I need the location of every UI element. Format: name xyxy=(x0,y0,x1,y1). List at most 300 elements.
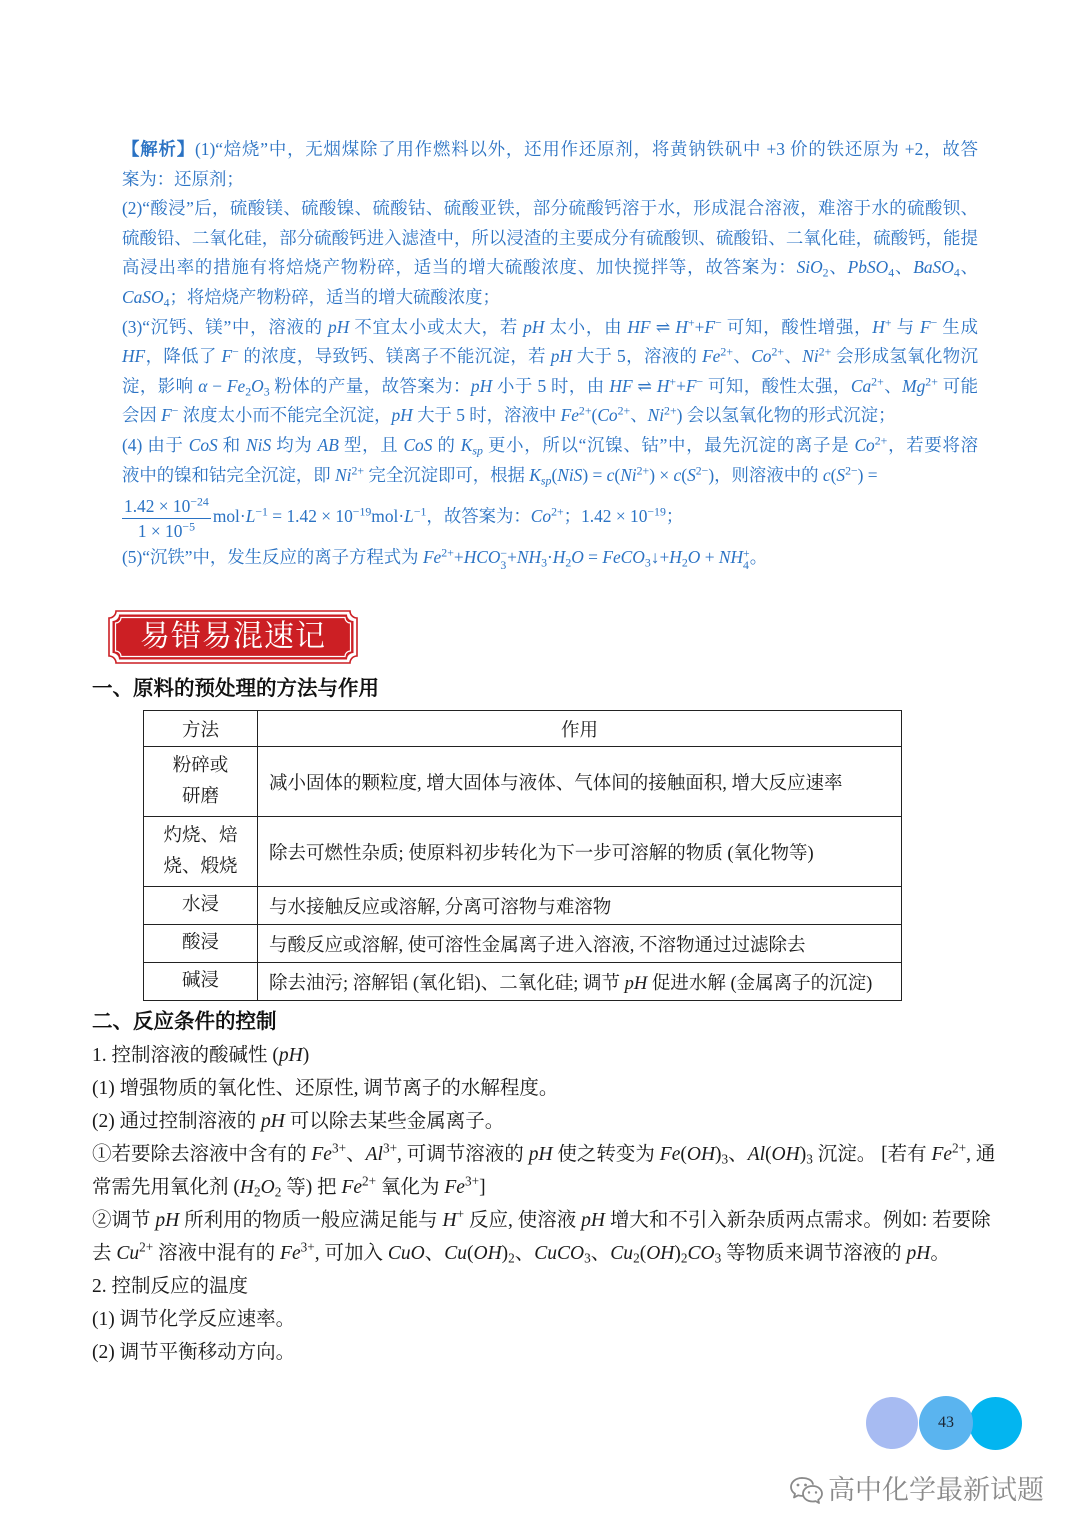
math-italic: L xyxy=(245,506,256,527)
effect-cell xyxy=(258,817,902,887)
math-italic: Co xyxy=(854,434,875,455)
text-run: = xyxy=(583,547,603,568)
method-text: 粉碎或 xyxy=(172,755,229,776)
text-run: 2. 控制反应的温度 xyxy=(92,1275,249,1297)
subscript: 3 xyxy=(644,555,651,570)
text-run: 大于 5，溶液的 xyxy=(571,346,703,367)
math-italic: H xyxy=(669,547,682,568)
subscript: 2 xyxy=(681,555,688,570)
text-run: ( xyxy=(830,464,837,485)
conditions-section xyxy=(92,1039,996,1369)
math-italic: Cu xyxy=(444,1242,467,1264)
math-italic: PbSO xyxy=(847,257,889,278)
text-run: ①若要除去溶液中含有的 xyxy=(92,1143,312,1165)
text-run: 反应, 使溶液 xyxy=(464,1209,582,1231)
effect-cell xyxy=(258,887,902,925)
text-run: 的 xyxy=(432,434,461,455)
superscript: − xyxy=(171,403,179,418)
superscript: 2+ xyxy=(441,545,454,560)
text-run: (1) 增强物质的氧化性、还原性, 调节离子的水解程度。 xyxy=(92,1077,559,1099)
superscript: − xyxy=(715,315,722,330)
text-run: − xyxy=(207,375,227,396)
text-run: 可知，酸性增强， xyxy=(721,316,873,337)
analysis-line xyxy=(122,165,978,195)
text-run: ( xyxy=(591,405,598,426)
text-run: ，若要将溶 xyxy=(887,434,978,455)
analysis-line xyxy=(122,342,978,372)
text-run: + xyxy=(453,547,464,568)
text-run: 会形成氢氧化物沉 xyxy=(831,346,978,367)
math-italic: F xyxy=(161,405,172,426)
math-italic: pH xyxy=(328,316,350,337)
conditions-line xyxy=(92,1138,996,1171)
text-run: ( xyxy=(680,1143,687,1165)
math-italic: S xyxy=(687,464,696,485)
method-text: 水浸 xyxy=(181,895,219,915)
superscript: 2+ xyxy=(664,403,677,418)
sub-superscript xyxy=(743,547,750,571)
math-italic: F xyxy=(704,316,716,337)
superscript: 2+ xyxy=(617,403,631,418)
table-row xyxy=(144,817,902,887)
conditions-line xyxy=(92,1171,990,1204)
text-run: ( xyxy=(466,1242,474,1264)
text-run: + xyxy=(694,316,705,337)
text-run: 溶液中混有的 xyxy=(153,1242,281,1264)
analysis-line xyxy=(122,224,978,254)
text-run: 完全沉淀即可，根据 xyxy=(364,464,530,485)
math-italic: c xyxy=(822,464,831,485)
subscript: 3 xyxy=(584,1250,591,1266)
math-italic: Al xyxy=(365,1143,383,1165)
math-italic: pH xyxy=(906,1242,931,1264)
math-italic: pH xyxy=(155,1209,180,1231)
superscript: 2+ xyxy=(720,344,733,359)
math-italic: NiS xyxy=(557,464,583,485)
text-run: 使之转变为 xyxy=(552,1143,660,1165)
analysis-line xyxy=(122,401,978,431)
superscript: 2+ xyxy=(578,403,592,418)
text-run: ( xyxy=(681,464,688,485)
superscript: − xyxy=(930,315,938,330)
text-run: 促进水解 (金属离子的沉淀) xyxy=(647,973,873,994)
text-run: 与 xyxy=(891,316,920,337)
superscript: 2+ xyxy=(818,344,832,359)
table-row xyxy=(144,963,902,1001)
superscript: 3+ xyxy=(331,1140,347,1156)
math-italic: Fe xyxy=(659,1143,681,1165)
text-run: 、 xyxy=(630,405,648,426)
subscript: 3 xyxy=(500,558,507,573)
text-run: , 可调节溶液的 xyxy=(397,1143,529,1165)
text-run: + xyxy=(507,547,517,568)
math-italic: HF xyxy=(122,346,146,367)
text-run: 案为：还原剂； xyxy=(122,168,244,189)
math-italic: pH xyxy=(278,1044,303,1066)
conditions-line xyxy=(92,1105,990,1138)
text-run: 均为 xyxy=(271,434,318,455)
math-italic: OH xyxy=(646,1242,675,1264)
text-run: , 通 xyxy=(966,1143,996,1165)
text-run: ) = xyxy=(582,464,607,485)
superscript: −19 xyxy=(647,504,666,519)
text-run: 、 xyxy=(728,1143,748,1165)
method-cell xyxy=(144,747,258,817)
text-run: ( xyxy=(639,1242,647,1264)
text-run: 会因 xyxy=(122,405,162,426)
subscript: 3 xyxy=(263,384,270,399)
superscript: 2+ xyxy=(636,463,650,478)
method-text: 灼烧、焙 xyxy=(163,825,238,846)
math-italic: H xyxy=(872,316,885,337)
math-italic: CoS xyxy=(403,434,433,455)
math-italic: Fe xyxy=(280,1242,301,1264)
superscript: 3+ xyxy=(300,1239,315,1255)
superscript: 2+ xyxy=(551,504,564,519)
math-italic: OH xyxy=(686,1143,716,1165)
text-run: 、 xyxy=(590,1242,611,1264)
math-italic: K xyxy=(529,464,541,485)
math-italic: pH xyxy=(523,316,545,337)
text-run: ⇌ xyxy=(650,316,676,337)
text-run: 硫酸铅、二氧化硅，部分硫酸钙进入滤渣中，所以浸渣的主要成分有硫酸钡、硫酸铅、二氧化硅，硫酸钙，能提 xyxy=(122,227,978,248)
text-run: 。 xyxy=(930,1242,950,1264)
effect-cell xyxy=(258,963,902,1001)
math-italic: Co xyxy=(530,506,552,527)
text-run: 1 × 10 xyxy=(137,520,183,541)
method-cell xyxy=(144,887,258,925)
fraction xyxy=(122,494,211,543)
text-run: ] xyxy=(479,1176,486,1198)
math-italic: SiO xyxy=(796,257,823,278)
math-italic: pH xyxy=(624,973,648,994)
analysis-line xyxy=(122,283,978,313)
text-run: 粉体的产量，故答案为： xyxy=(269,375,471,396)
superscript: − xyxy=(232,344,239,359)
subscript: sp xyxy=(540,472,552,487)
math-italic: CoS xyxy=(188,434,218,455)
text-run: 更小，所以“沉镍、钴”中，最先沉淀的离子是 xyxy=(482,434,855,455)
superscript: − xyxy=(696,374,704,389)
math-italic: Ni xyxy=(620,464,637,485)
math-italic: K xyxy=(460,434,473,455)
subscript: sp xyxy=(472,443,483,458)
text-run: ) × xyxy=(649,464,674,485)
analysis-line xyxy=(122,543,978,573)
table-header xyxy=(144,711,902,747)
page-circle-left xyxy=(866,1397,918,1449)
math-italic: O xyxy=(251,375,264,396)
method-text: 研磨 xyxy=(181,786,219,807)
text-run: 等物质来调节溶液的 xyxy=(721,1242,907,1264)
text-run: (1)“焙烧”中，无烟煤除了用作燃料以外，还用作还原剂，将黄钠铁矾中 +3 价的铁还原为 +2，故答 xyxy=(194,139,978,159)
math-italic: pH xyxy=(550,346,572,367)
math-italic: HF xyxy=(627,316,651,337)
superscript: 2+ xyxy=(351,463,365,478)
math-italic: c xyxy=(673,464,682,485)
math-italic: CaSO xyxy=(122,286,164,307)
math-italic: NH xyxy=(718,547,744,568)
text-run: ( xyxy=(551,464,558,485)
bold-label: 【解析】 xyxy=(122,139,195,159)
math-italic: Co xyxy=(751,346,772,367)
math-italic: HCO xyxy=(463,547,501,568)
math-italic: O xyxy=(687,547,701,568)
subscript: 3 xyxy=(721,1151,729,1167)
math-italic: pH xyxy=(528,1143,553,1165)
superscript: 3+ xyxy=(464,1173,480,1189)
header-method: 方法 xyxy=(144,711,258,747)
subscript: 2 xyxy=(565,555,572,570)
text-run: ；将焙烧产物粉碎，适当的增大硫酸浓度； xyxy=(169,286,500,307)
fraction-numerator xyxy=(122,494,211,518)
text-run: 除去油污; 溶解铝 (氧化铝)、二氧化硅; 调节 xyxy=(269,973,625,994)
text-run: 氧化为 xyxy=(376,1176,445,1198)
text-run: 与酸反应或溶解, 使可溶性金属离子进入溶液, 不溶物通过过滤除去 xyxy=(269,935,806,956)
text-run: ( xyxy=(614,464,621,485)
text-run: 小于 5 时，由 xyxy=(492,375,610,396)
text-run: 、 xyxy=(828,257,848,278)
math-italic: Fe xyxy=(444,1176,465,1198)
math-italic: HF xyxy=(609,375,633,396)
text-run: (2)“酸浸”后，硫酸镁、硫酸镍、硫酸钴、硫酸亚铁，部分硫酸钙溶于水，形成混合溶液，难溶于水的硫酸钡、 xyxy=(122,198,978,219)
text-run: ⇌ xyxy=(632,375,657,396)
math-italic: H xyxy=(552,547,566,568)
text-run: 减小固体的颗粒度, 增大固体与液体、气体间的接触面积, 增大反应速率 xyxy=(269,773,843,794)
math-italic: Fe xyxy=(422,547,442,568)
superscript: + xyxy=(669,374,677,389)
text-run: · xyxy=(546,547,553,568)
conditions-line xyxy=(92,1039,990,1072)
text-run: ↓+ xyxy=(650,547,670,568)
superscript: 2+ xyxy=(771,344,785,359)
text-run: )，则溶液中的 xyxy=(708,464,823,485)
text-run: ； xyxy=(665,506,684,527)
method-cell xyxy=(144,963,258,1001)
math-italic: pH xyxy=(581,1209,605,1231)
superscript: 2+ xyxy=(925,374,938,389)
page-circle-right xyxy=(969,1397,1022,1450)
method-cell xyxy=(144,925,258,963)
method-text: 碱浸 xyxy=(181,971,219,991)
subscript: 2 xyxy=(680,1250,688,1266)
subscript: 2 xyxy=(253,1184,261,1200)
conditions-line xyxy=(92,1303,990,1336)
table-row xyxy=(144,887,902,925)
subscript: 2 xyxy=(633,1250,640,1266)
superscript: −1 xyxy=(413,504,427,519)
superscript: 2+ xyxy=(362,1173,377,1189)
text-run: 生成 xyxy=(937,316,978,337)
text-run: 浓度太小而不能完全沉淀， xyxy=(178,405,392,426)
math-italic: H xyxy=(442,1209,457,1231)
subscript: 2 xyxy=(245,384,252,399)
header-effect: 作用 xyxy=(258,711,902,747)
math-italic: Fe xyxy=(931,1143,953,1165)
text-run: 液中的镍和钴完全沉淀，即 xyxy=(122,464,336,485)
text-run: ) xyxy=(799,1143,807,1165)
text-run: ) xyxy=(715,1143,722,1165)
watermark-text: 高中化学最新试题 xyxy=(828,1475,1044,1505)
text-run: 的浓度，导致钙、镁离子不能沉淀，若 xyxy=(238,346,551,367)
text-run: = 1.42 × 10 xyxy=(267,506,353,527)
subscript: 4 xyxy=(953,265,960,280)
math-italic: Al xyxy=(747,1143,766,1165)
superscript: 3+ xyxy=(382,1140,398,1156)
pretreatment-table xyxy=(143,710,902,1001)
math-italic: Co xyxy=(597,405,618,426)
text-run: ) = xyxy=(857,464,878,485)
superscript: 2+ xyxy=(139,1239,154,1255)
text-run: , 可加入 xyxy=(314,1242,388,1264)
conditions-line xyxy=(92,1237,990,1270)
page-number: 43 xyxy=(919,1396,973,1450)
section-banner xyxy=(108,610,358,664)
text-run: 1.42 × 10 xyxy=(124,495,191,516)
text-run: mol· xyxy=(371,506,405,527)
text-run: 和 xyxy=(217,434,247,455)
math-italic: Fe xyxy=(560,405,579,426)
math-italic: AB xyxy=(317,434,339,455)
math-italic: NiS xyxy=(246,434,272,455)
subscript: 3 xyxy=(714,1250,722,1266)
text-run: 、 xyxy=(784,346,803,367)
math-italic: F xyxy=(685,375,697,396)
math-italic: Fe xyxy=(226,375,246,396)
text-run: 等) 把 xyxy=(281,1176,342,1198)
text-run: ，故答案为： xyxy=(426,506,531,527)
math-italic: F xyxy=(221,346,233,367)
math-italic: c xyxy=(606,464,615,485)
text-run: 大于 5 时，溶液中 xyxy=(412,405,561,426)
subscript: 3 xyxy=(541,555,547,570)
text-run: 去 xyxy=(92,1242,117,1264)
superscript: 2+ xyxy=(874,433,888,448)
table-row xyxy=(144,747,902,817)
math-italic: H xyxy=(656,375,670,396)
analysis-line xyxy=(122,253,978,283)
math-italic: Ni xyxy=(802,346,819,367)
banner-title: 易错易混速记 xyxy=(140,620,326,653)
subscript: 3 xyxy=(806,1151,813,1167)
text-run: (2) 通过控制溶液的 xyxy=(92,1110,261,1132)
math-italic: F xyxy=(919,316,931,337)
superscript: − xyxy=(500,545,508,560)
analysis-line xyxy=(122,490,978,543)
text-run: 1. 控制溶液的酸碱性 ( xyxy=(92,1044,279,1066)
text-run: 太小，由 xyxy=(544,316,628,337)
text-run: (5)“沉铁”中，发生反应的离子方程式为 xyxy=(122,547,423,568)
subscript: 4 xyxy=(163,295,170,310)
method-cell xyxy=(144,817,258,887)
math-italic: H xyxy=(675,316,688,337)
fraction-denominator xyxy=(122,519,211,543)
superscript: −19 xyxy=(352,504,372,519)
math-italic: α xyxy=(198,375,208,396)
effect-cell xyxy=(258,747,902,817)
math-italic: Mg xyxy=(902,375,926,396)
text-run: + xyxy=(676,375,686,396)
text-run: 可以除去某些金属离子。 xyxy=(284,1110,505,1132)
math-italic: L xyxy=(404,506,414,527)
math-italic: CO xyxy=(687,1242,715,1264)
text-run: 不宜太小或太大，若 xyxy=(349,316,524,337)
analysis-line xyxy=(122,372,978,402)
math-italic: Fe xyxy=(702,346,721,367)
superscript: + xyxy=(743,545,750,560)
text-run: 、 xyxy=(894,257,914,278)
text-run: ( xyxy=(765,1143,772,1165)
text-run: 常需先用氧化剂 ( xyxy=(92,1176,240,1198)
superscript: −5 xyxy=(182,519,195,534)
math-italic: O xyxy=(260,1176,275,1198)
analysis-line xyxy=(122,431,978,461)
subscript: 2 xyxy=(274,1184,282,1200)
analysis-line xyxy=(122,194,978,224)
text-run: (1) 调节化学反应速率。 xyxy=(92,1308,296,1330)
math-italic: OH xyxy=(771,1143,800,1165)
subscript: 2 xyxy=(822,265,829,280)
text-run: 可能 xyxy=(937,375,978,396)
math-italic: CuCO xyxy=(534,1242,585,1264)
math-italic: H xyxy=(239,1176,254,1198)
math-italic: Cu xyxy=(116,1242,140,1264)
text-run: 。 xyxy=(749,547,768,568)
math-italic: Cu xyxy=(610,1242,634,1264)
text-run: ) xyxy=(674,1242,681,1264)
conditions-line xyxy=(92,1204,990,1237)
text-run: ②调节 xyxy=(92,1209,156,1231)
text-run: 与水接触反应或溶解, 分离可溶物与难溶物 xyxy=(269,897,612,918)
subscript: 4 xyxy=(888,265,895,280)
text-run: ) 会以氢氧化物的形式沉淀； xyxy=(676,405,896,426)
superscript: −24 xyxy=(190,494,209,509)
math-italic: pH xyxy=(391,405,413,426)
math-italic: Ni xyxy=(335,464,352,485)
analysis-line xyxy=(122,313,978,343)
text-run: (4) 由于 xyxy=(122,434,189,455)
text-run: 增大和不引入新杂质两点需求。例如: 若要除 xyxy=(604,1209,991,1231)
math-italic: BaSO xyxy=(913,257,954,278)
text-run: 可知，酸性太强， xyxy=(703,375,851,396)
conditions-line xyxy=(92,1336,990,1369)
text-run: 除去可燃性杂质; 使原料初步转化为下一步可溶解的物质 (氧化物等) xyxy=(269,843,814,864)
text-run: 、 xyxy=(883,375,903,396)
text-run: 高浸出率的措施有将焙烧产物粉碎，适当的增大硫酸浓度、加快搅拌等，故答案为： xyxy=(122,257,797,278)
superscript: + xyxy=(884,315,892,330)
superscript: 2+ xyxy=(871,374,884,389)
subscript: 2 xyxy=(508,1250,515,1266)
text-run: 淀，影响 xyxy=(122,375,199,396)
math-italic: Fe xyxy=(311,1143,332,1165)
math-italic: O xyxy=(571,547,584,568)
superscript: + xyxy=(687,315,695,330)
math-italic: pH xyxy=(261,1110,285,1132)
conditions-heading: 二、反应条件的控制 xyxy=(92,1010,277,1033)
text-run: + xyxy=(700,547,719,568)
text-run: 、 xyxy=(346,1143,366,1165)
method-table-body xyxy=(144,747,902,1001)
superscript: + xyxy=(456,1206,465,1222)
subscript: 4 xyxy=(743,558,749,573)
text-run: ) xyxy=(302,1044,310,1066)
math-italic: S xyxy=(836,464,846,485)
text-run: mol· xyxy=(212,506,246,527)
text-run: ；1.42 × 10 xyxy=(563,506,648,527)
math-italic: FeCO xyxy=(602,547,645,568)
wechat-icon xyxy=(789,1475,825,1505)
text-run: 、 xyxy=(733,346,752,367)
